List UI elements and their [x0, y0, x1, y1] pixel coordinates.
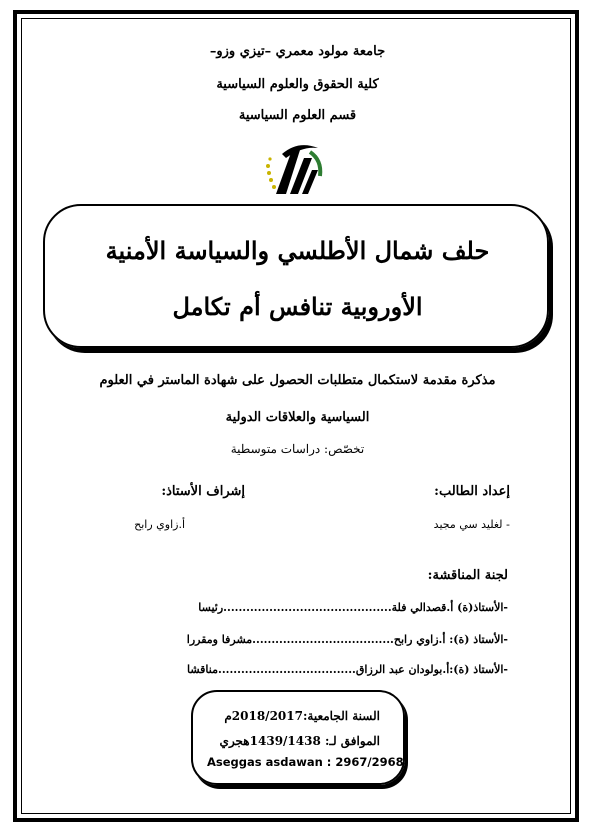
- academic-year-hijri: الموافق لـ: 1439/1438هجري: [219, 734, 380, 748]
- student-name: - لغليد سي مجيد: [433, 518, 510, 531]
- thesis-title-line1: حلف شمال الأطلسي والسياسة الأمنية: [105, 236, 490, 265]
- jury-member: -الأستاذ (ة):أ.بولودان عبد الرزاق....................................مناقشا: [187, 663, 508, 676]
- thesis-title-line2: الأوروبية تنافس أم تكامل: [172, 292, 423, 321]
- specialty: تخصّص: دراسات متوسطية: [230, 442, 365, 456]
- jury-member: -الأستاذ(ة) أ.قصدالي فلة............................................رئيسا: [198, 601, 508, 614]
- university-logo-icon: [262, 136, 326, 200]
- title-frame: [43, 204, 549, 348]
- university-name: جامعة مولود معمري –تيزي وزو–: [209, 44, 386, 59]
- supervisor-label: إشراف الأستاذ:: [161, 484, 245, 499]
- jury-label: لجنة المناقشة:: [427, 568, 508, 583]
- department-name: قسم العلوم السياسية: [238, 108, 357, 123]
- memo-description-line1: مذكرة مقدمة لاستكمال متطلبات الحصول على شهادة الماستر في العلوم: [99, 373, 496, 388]
- memo-description-line2: السياسية والعلاقات الدولية: [225, 410, 370, 425]
- jury-member: -الأستاذ (ة): أ.زاوي رابح.....................................مشرفا ومقررا: [186, 633, 508, 646]
- academic-year-gregorian: السنة الجامعية:2018/2017م: [224, 709, 380, 723]
- supervisor-name: أ.زاوي رابح: [134, 518, 185, 531]
- faculty-name: كلية الحقوق والعلوم السياسية: [216, 77, 379, 92]
- student-label: إعداد الطالب:: [434, 484, 510, 499]
- academic-year-amazigh: Aseggas asdawan : 2967/2968: [207, 755, 404, 769]
